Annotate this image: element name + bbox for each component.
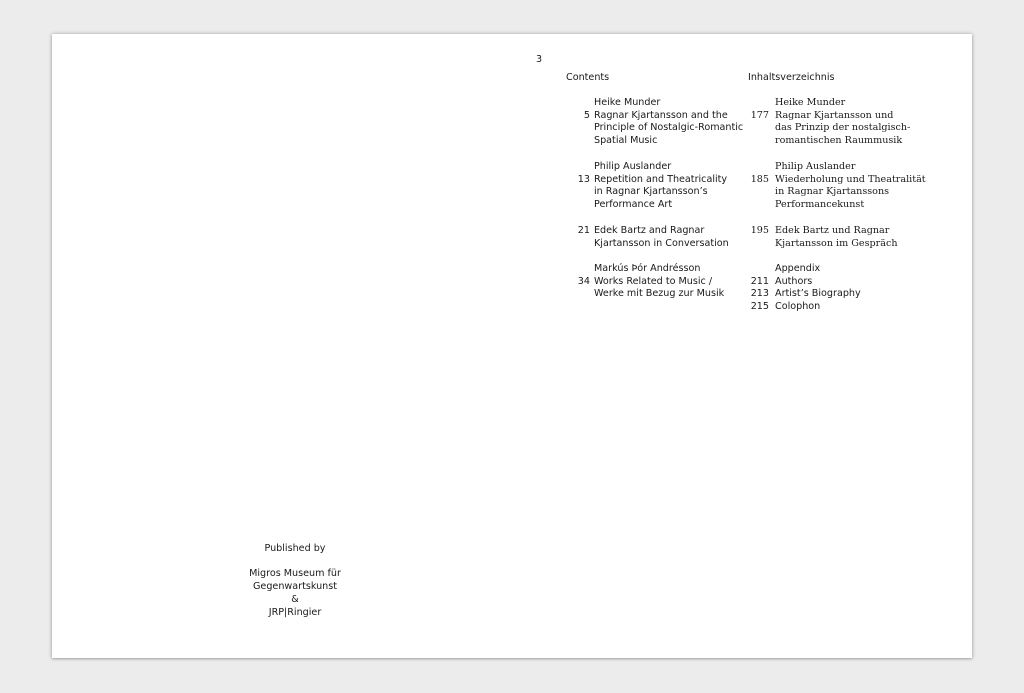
toc-title-line: Edek Bartz und Ragnar [775, 225, 890, 236]
toc-author: Markús Þór Andrésson [594, 263, 701, 274]
toc-title-line: Edek Bartz and Ragnar [594, 225, 705, 236]
toc-page-number: 13 [577, 173, 590, 185]
toc-page-number: 185 [750, 173, 769, 185]
toc-title-line: Wiederholung und Theatralität [775, 173, 926, 185]
toc-page-number: 5 [583, 109, 590, 121]
toc-title-line: Performancekunst [775, 199, 865, 211]
toc-title-line: Ragnar Kjartansson and the [594, 109, 728, 121]
toc-page-number: 34 [577, 275, 590, 287]
toc-title-line: in Ragnar Kjartansson’s [594, 186, 708, 198]
publisher-line: Migros Museum für [249, 568, 341, 580]
publisher-block [242, 543, 348, 619]
toc-author: Philip Auslander [775, 161, 856, 172]
toc-title-line: Werke mit Bezug zur Musik [594, 288, 725, 300]
publisher-line: & [291, 593, 299, 605]
toc-author: Heike Munder [775, 97, 846, 108]
toc-title-line: Repetition and Theatricality [594, 173, 728, 185]
toc-entry[interactable] [750, 97, 911, 148]
toc-entry[interactable] [577, 161, 728, 212]
toc-title-line: Spatial Music [594, 135, 658, 147]
toc-title-line: Works Related to Music / [594, 275, 713, 287]
appendix-page-number: 215 [750, 301, 769, 313]
appendix-item[interactable] [750, 301, 861, 314]
appendix-item[interactable] [750, 275, 861, 289]
toc-page-number: 21 [577, 225, 590, 236]
toc-title-line: Kjartansson im Gespräch [775, 237, 898, 249]
toc-entry[interactable] [750, 225, 898, 250]
toc-author: Philip Auslander [594, 161, 672, 172]
appendix-item[interactable] [750, 288, 861, 301]
appendix-label: Authors [775, 275, 813, 287]
contents-heading: Contents [566, 72, 610, 83]
appendix-label: Colophon [775, 301, 821, 313]
appendix-heading: Appendix [775, 263, 821, 274]
inhaltsverzeichnis-heading: Inhaltsverzeichnis [748, 72, 835, 83]
toc-entry[interactable] [577, 225, 729, 250]
toc-title-line: Ragnar Kjartansson und [775, 109, 894, 121]
published-by-label: Published by [264, 543, 326, 554]
toc-entry[interactable] [750, 161, 926, 212]
appendix-label: Artist’s Biography [775, 288, 861, 300]
toc-title-line: Kjartansson in Conversation [594, 237, 729, 249]
toc-page-number: 177 [750, 109, 769, 121]
toc-page-number: 195 [750, 225, 769, 236]
toc-entry[interactable] [583, 97, 744, 148]
appendix-block [750, 263, 861, 314]
toc-title-line: das Prinzip der nostalgisch- [775, 122, 911, 134]
page-number: 3 [536, 54, 543, 65]
toc-entry[interactable] [577, 263, 725, 301]
publisher-line: JRP|Ringier [268, 606, 322, 618]
appendix-page-number: 211 [750, 275, 769, 287]
appendix-page-number: 213 [750, 288, 769, 300]
publisher-line: Gegenwartskunst [252, 581, 338, 593]
toc-title-line: Performance Art [594, 199, 673, 211]
toc-author: Heike Munder [594, 97, 661, 108]
book-spread [52, 34, 972, 658]
toc-title-line: romantischen Raummusik [775, 135, 903, 147]
toc-title-line: in Ragnar Kjartanssons [775, 186, 890, 198]
toc-title-line: Principle of Nostalgic-Romantic [594, 122, 744, 134]
